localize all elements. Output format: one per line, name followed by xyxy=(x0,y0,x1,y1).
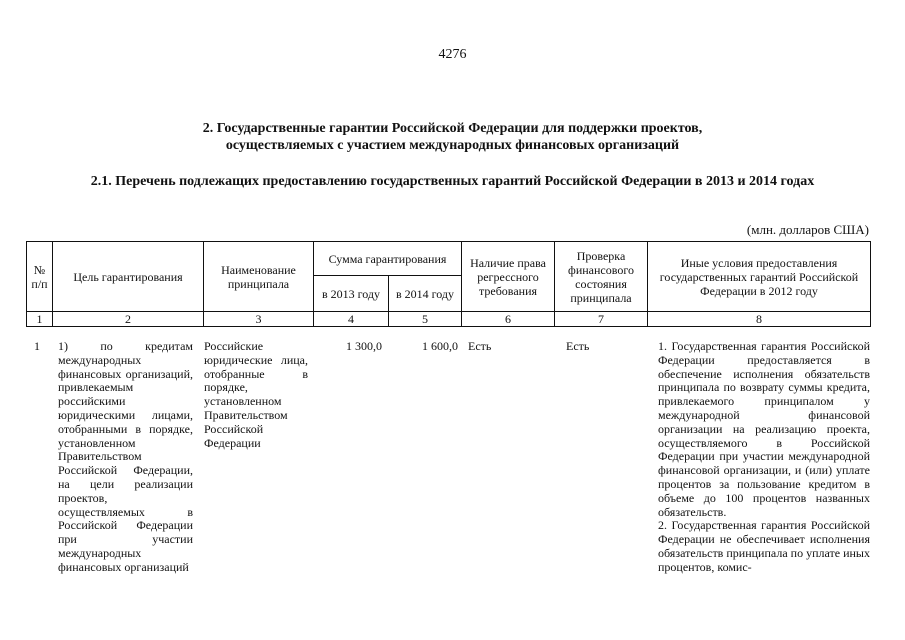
other-condition-2: 2. Государственная гарантия Российской Федерации не обеспечивает исполнения обязательств принципала по уплате иных процентов, комис- xyxy=(658,518,870,574)
header-principal: Наименование принципала xyxy=(204,242,314,312)
header-2013: в 2013 году xyxy=(314,276,389,312)
other-condition-1: 1. Государственная гарантия Российской Федерации предоставляется в обеспечение исполнения обязательств принципала по возврату суммы кредита, привлекаемого принципалом у международной финансовой организации на реализацию проекта, осуществляемого в Российской Федерации при участии международной финансовой организации, и (или) уплате процентов за пользование кредитом в объеме до 100 процентов названных обязательств. xyxy=(658,339,870,519)
header-purpose: Цель гарантирования xyxy=(53,242,204,312)
header-other-conditions: Иные условия предоставления государственных гарантий Российской Федерации в 2012 году xyxy=(648,242,871,312)
column-number: 3 xyxy=(204,312,314,327)
subsection-title: 2.1. Перечень подлежащих предоставлению государственных гарантий Российской Федерации в 2013 и 2014 годах xyxy=(90,174,815,189)
column-number: 8 xyxy=(648,312,871,327)
header-check: Проверка финансового состояния принципала xyxy=(555,242,648,312)
column-number: 4 xyxy=(314,312,389,327)
header-no: № п/п xyxy=(27,242,53,312)
other-conditions xyxy=(658,340,870,575)
principal-name: Российские юридические лица, отобранные в порядке, установленном Правительством Российской Федерации xyxy=(204,339,308,450)
column-number: 2 xyxy=(53,312,204,327)
amount-2014: 1 600,0 xyxy=(422,339,458,353)
row-number: 1 xyxy=(34,339,40,353)
column-number: 5 xyxy=(389,312,462,327)
column-number: 1 xyxy=(27,312,53,327)
section-title-line-2: осуществляемых с участием международных финансовых организаций xyxy=(225,138,680,153)
recourse-right: Есть xyxy=(468,339,492,353)
section-title xyxy=(60,120,845,154)
financial-check: Есть xyxy=(566,339,590,353)
header-recourse: Наличие права регрессного требования xyxy=(462,242,555,312)
column-number: 6 xyxy=(462,312,555,327)
amount-2013: 1 300,0 xyxy=(346,339,382,353)
section-title-line-1: 2. Государственные гарантии Российской Федерации для поддержки проектов, xyxy=(202,121,703,136)
table-row xyxy=(26,340,870,640)
page-number: 4276 xyxy=(438,47,467,62)
column-number: 7 xyxy=(555,312,648,327)
units-note: (млн. долларов США) xyxy=(746,222,869,237)
guarantee-purpose: 1) по кредитам международных финансовых организаций, привлекаемым российскими юридическими лицами, отобранными в порядке, установленном Правительством Российской Федерации, на цели реализации проектов, осуществляемых в Российской Федерации при участии международных финансовых организаций xyxy=(58,339,193,574)
header-amount: Сумма гарантирования xyxy=(314,242,462,276)
guarantees-table xyxy=(26,241,871,327)
header-2014: в 2014 году xyxy=(389,276,462,312)
